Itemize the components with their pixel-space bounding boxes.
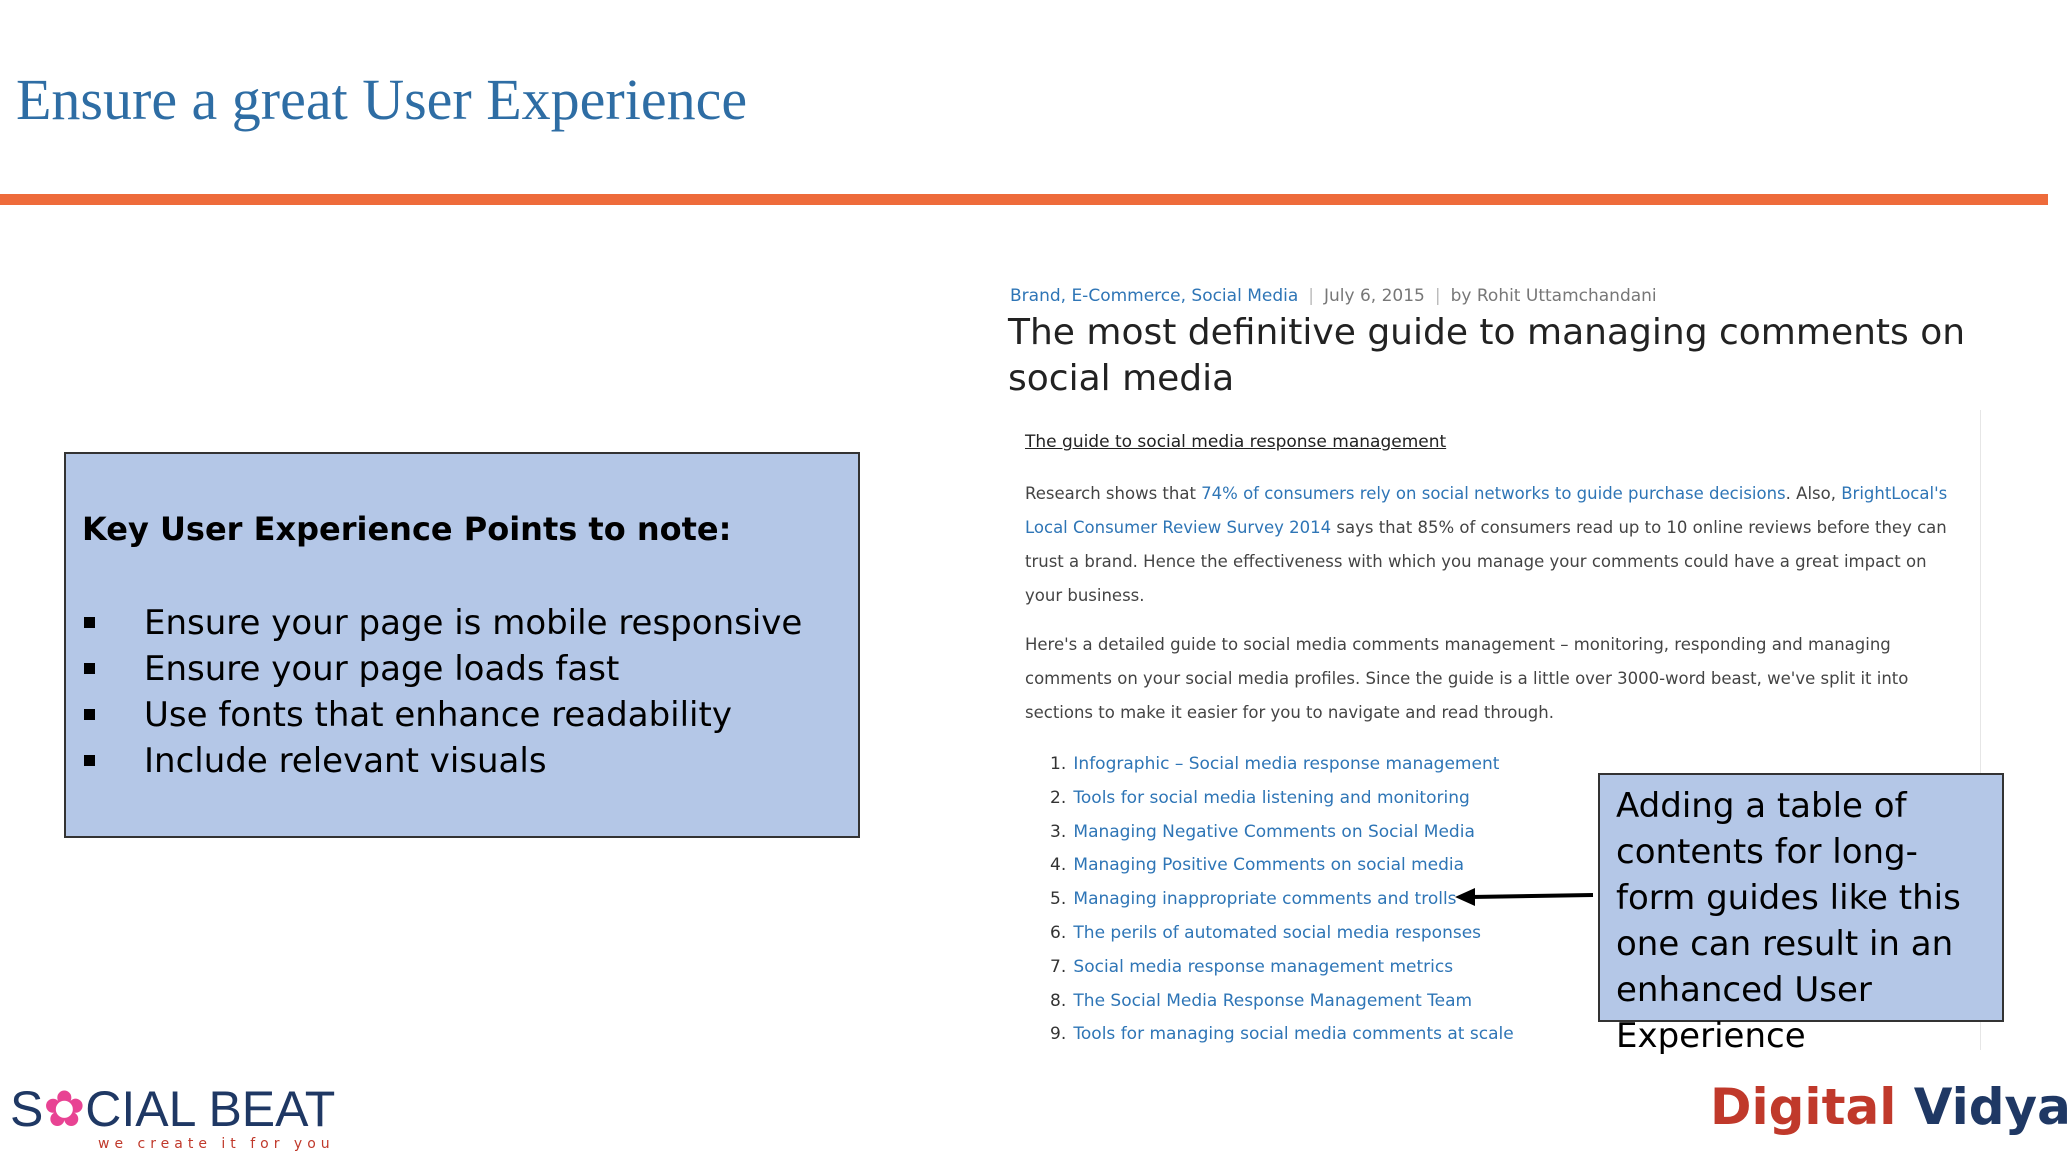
toc-number: 3. — [1050, 821, 1067, 842]
toc-link[interactable]: Managing inappropriate comments and trolls — [1073, 889, 1457, 910]
toc-number: 6. — [1050, 922, 1067, 943]
title-divider — [0, 194, 2048, 205]
toc-number: 8. — [1050, 990, 1067, 1011]
key-points-box — [64, 452, 860, 838]
toc-item — [1050, 883, 1514, 917]
toc-number: 2. — [1050, 787, 1067, 808]
callout-box — [1598, 773, 2004, 1056]
toc-item — [1050, 748, 1514, 782]
social-beat-wordmark: S✿CIAL BEAT — [10, 1081, 336, 1137]
digital-vidya-wordmark: Digital Vidya — [1710, 1078, 2071, 1136]
key-point-item — [82, 646, 802, 692]
key-point-item — [82, 738, 802, 784]
brightlocal-survey-link[interactable]: BrightLocal's Local Consumer Review Survey 2014 — [1025, 484, 1948, 537]
toc-number: 4. — [1050, 855, 1067, 876]
intro-text: says that 85% of consumers read up to 10 online reviews before they can trust a brand. Hence the effectiveness with which you manage your comments could have a great impact on your business. — [1025, 518, 1947, 605]
key-point-text: Ensure your page is mobile responsive — [144, 603, 803, 643]
toc-item — [1050, 816, 1514, 850]
toc-link[interactable]: The perils of automated social media responses — [1073, 922, 1482, 943]
social-beat-logo — [10, 1080, 336, 1152]
table-of-contents — [1050, 748, 1514, 1052]
intro-text: Research shows that — [1025, 484, 1202, 503]
toc-item — [1050, 849, 1514, 883]
toc-link[interactable]: Managing Positive Comments on social media — [1073, 855, 1465, 876]
key-point-text: Ensure your page loads fast — [144, 649, 620, 689]
key-points-list — [82, 600, 802, 784]
bullet-icon — [84, 663, 95, 674]
key-points-heading: Key User Experience Points to note: — [82, 510, 732, 548]
toc-item — [1050, 917, 1514, 951]
toc-number: 7. — [1050, 956, 1067, 977]
article-author[interactable]: by Rohit Uttamchandani — [1450, 286, 1657, 306]
guide-paragraph: Here's a detailed guide to social media comments management – monitoring, responding and managing comments on your social media profiles. Since the guide is a little over 3000-word beast, we've split it into sections to make it easier for you to navigate and read through. — [1025, 635, 1909, 722]
toc-number: 5. — [1050, 889, 1067, 910]
toc-number: 9. — [1050, 1024, 1067, 1045]
toc-link[interactable]: Managing Negative Comments on Social Media — [1073, 821, 1475, 842]
article-date: July 6, 2015 — [1324, 286, 1425, 306]
intro-text: . Also, — [1785, 484, 1842, 503]
meta-separator: | — [1434, 286, 1441, 306]
intro-paragraph — [1025, 477, 1965, 613]
callout-text: Adding a table of contents for long-form guides like this one can result in an enhanced User Experience — [1616, 786, 1961, 1056]
toc-item — [1050, 782, 1514, 816]
toc-item — [1050, 951, 1514, 985]
key-point-text: Include relevant visuals — [144, 741, 547, 781]
bullet-icon — [84, 709, 95, 720]
key-point-item — [82, 692, 802, 738]
toc-link[interactable]: Tools for managing social media comments at scale — [1073, 1024, 1514, 1045]
toc-link[interactable]: The Social Media Response Management Team — [1073, 990, 1473, 1011]
article-meta — [1010, 286, 1657, 306]
social-beat-tagline: we create it for you — [98, 1136, 335, 1152]
key-point-item — [82, 600, 802, 646]
flower-icon: ✿ — [43, 1081, 86, 1137]
toc-number: 1. — [1050, 754, 1067, 774]
article-categories[interactable]: Brand, E-Commerce, Social Media — [1010, 286, 1299, 306]
slide-title: Ensure a great User Experience — [16, 67, 748, 132]
consumers-stat-link[interactable]: 74% of consumers rely on social networks to guide purchase decisions — [1201, 484, 1786, 503]
digital-vidya-logo — [1710, 1078, 2071, 1138]
bullet-icon — [84, 617, 95, 628]
toc-link[interactable]: Tools for social media listening and monitoring — [1073, 787, 1470, 808]
toc-item — [1050, 985, 1514, 1019]
toc-item — [1050, 1018, 1514, 1052]
guide-heading: The guide to social media response management — [1025, 432, 1447, 452]
pointer-arrow-icon — [1455, 880, 1595, 910]
key-point-text: Use fonts that enhance readability — [144, 695, 732, 735]
article-title: The most definitive guide to managing comments on social media — [1008, 312, 1966, 399]
meta-separator: | — [1308, 286, 1314, 306]
bullet-icon — [84, 755, 95, 766]
toc-link[interactable]: Social media response management metrics — [1073, 956, 1454, 977]
toc-link[interactable]: Infographic – Social media response management — [1073, 754, 1500, 774]
